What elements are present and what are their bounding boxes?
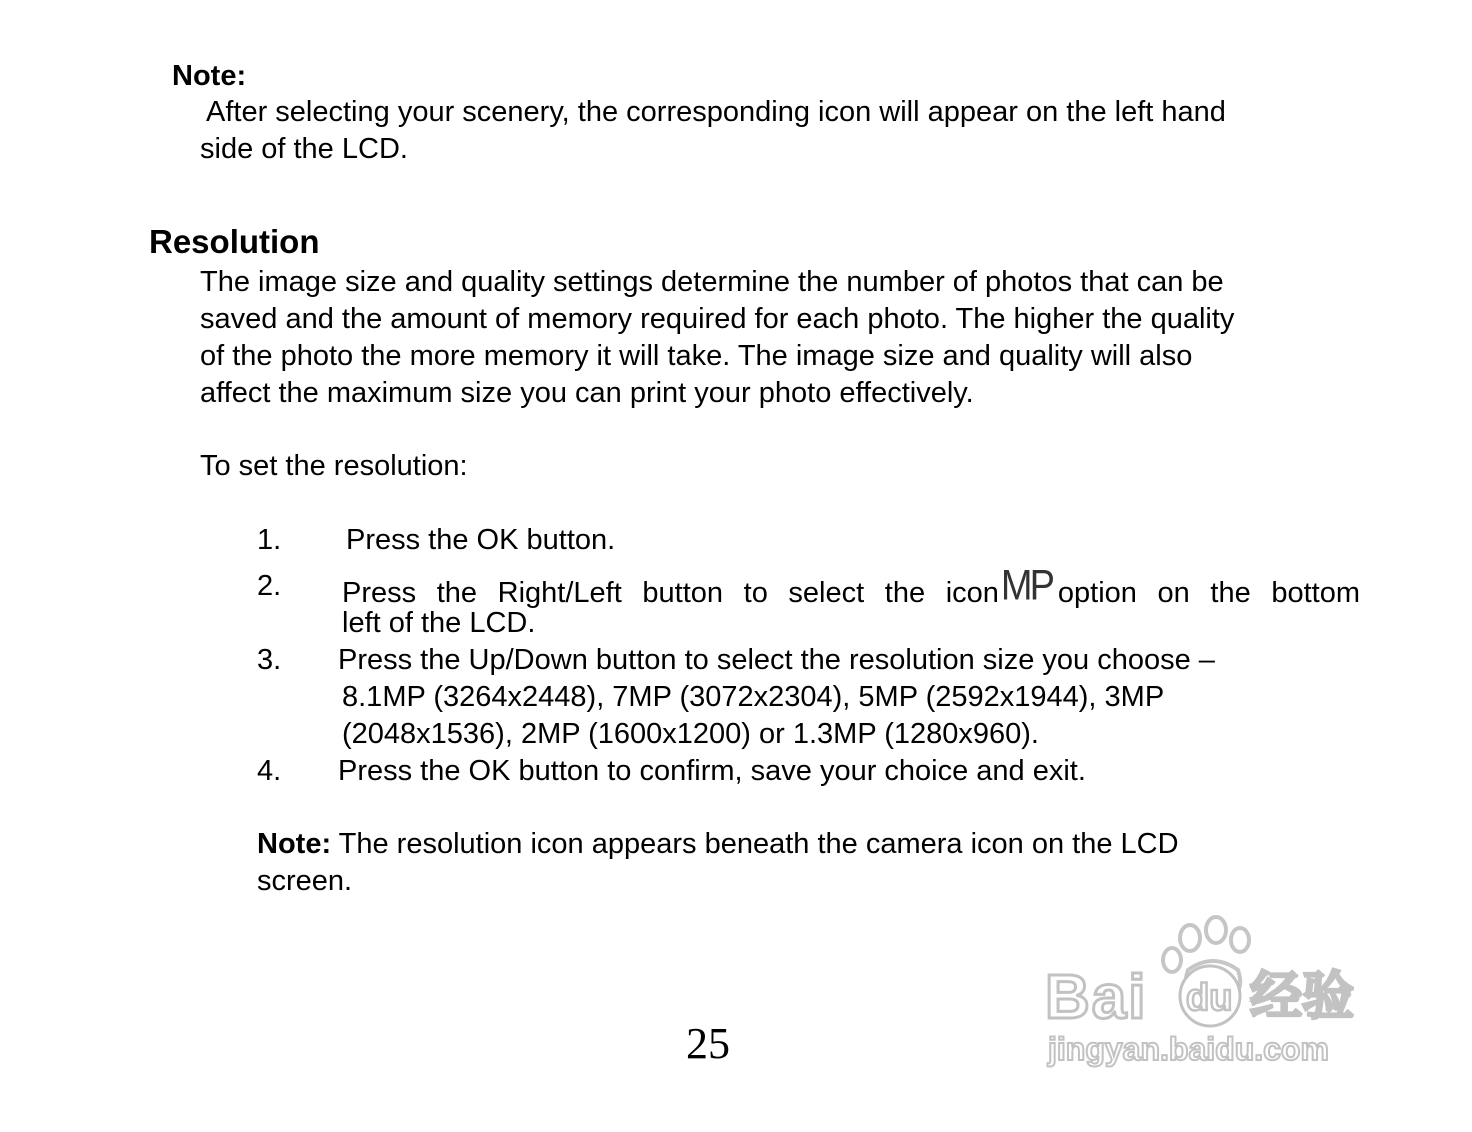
paragraph-line: of the photo the more memory it will take. The image size and quality will also (200, 340, 1193, 372)
note-line: side of the LCD. (200, 133, 408, 165)
paragraph-line: affect the maximum size you can print your photo effectively. (200, 377, 974, 409)
note-line: After selecting your scenery, the corresponding icon will appear on the left hand (206, 96, 1226, 128)
step-number: 3. (257, 644, 282, 676)
step-text: 8.1MP (3264x2448), 7MP (3072x2304), 5MP (2592x1944), 3MP (342, 681, 1165, 713)
step-text: (2048x1536), 2MP (1600x1200) or 1.3MP (1280x960). (342, 718, 1039, 750)
page-number: 25 (686, 1019, 730, 1068)
step-text-part: Press the Right/Left button to select the icon (342, 577, 999, 609)
mp-icon: MP (1000, 562, 1052, 610)
note-line: screen. (257, 865, 353, 897)
step-text: Press the OK button to confirm, save your choice and exit. (338, 755, 1086, 787)
step-number: 2. (257, 570, 282, 602)
note-label: Note: (257, 828, 332, 860)
note-line (257, 826, 1179, 863)
step-text: Press the Up/Down button to select the resolution size you choose – (338, 644, 1215, 676)
svg-text:du: du (1186, 977, 1233, 1019)
svg-text:经验: 经验 (1250, 967, 1355, 1027)
steps-intro: To set the resolution: (200, 450, 468, 482)
paragraph-line: The image size and quality settings determine the number of photos that can be (200, 266, 1224, 298)
baidu-watermark-logo (1040, 910, 1390, 1080)
step-number: 4. (257, 755, 282, 787)
paragraph-line: saved and the amount of memory required for each photo. The higher the quality (200, 303, 1235, 335)
step-text: left of the LCD. (342, 607, 536, 639)
section-heading: Resolution (149, 223, 320, 260)
step-number: 1. (257, 524, 282, 556)
svg-text:Bai: Bai (1045, 963, 1148, 1032)
note-text: The resolution icon appears beneath the camera icon on the LCD (331, 828, 1179, 860)
svg-text:jingyan.baidu.com: jingyan.baidu.com (1048, 1031, 1329, 1067)
step-text: Press the OK button. (346, 524, 616, 556)
note-label: Note: (172, 60, 247, 92)
step-text-part: option on the bottom (1057, 577, 1360, 609)
